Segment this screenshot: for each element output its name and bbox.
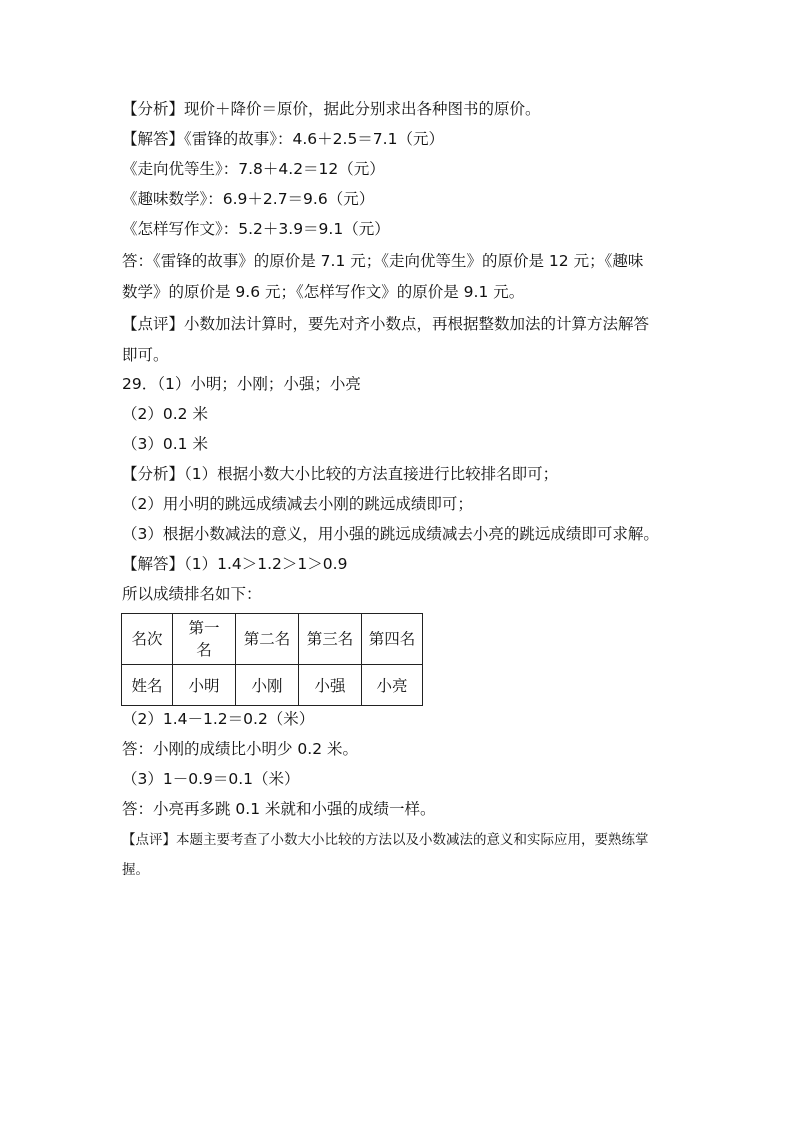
line-conclusion-3: 答：小刚的成绩比小明少 0.2 米。 [122, 740, 359, 758]
table-header-cell: 第二名 [236, 614, 299, 665]
table-row [122, 614, 423, 665]
line-solution-3: （3）1－0.9＝0.1（米） [122, 770, 300, 788]
line-analysis-2: 【分析】（1）根据小数大小比较的方法直接进行比较排名即可； [122, 465, 559, 483]
line-q29: 29．（1）小明；小刚；小强；小亮 [122, 375, 361, 393]
table-header-cell: 第三名 [299, 614, 362, 665]
line-solution-1: 【解答】（1）1.4＞1.2＞1＞0.9 [122, 555, 348, 573]
line-analysis-1: 【分析】现价＋降价＝原价，据此分别求出各种图书的原价。 [122, 100, 541, 118]
line-answer-4: 《怎样写作文》：5.2＋3.9＝9.1（元） [122, 220, 390, 238]
table-cell: 小刚 [236, 665, 299, 706]
table-header-cell: 第四名 [362, 614, 423, 665]
line-comment-1: 【点评】小数加法计算时，要先对齐小数点，再根据整数加法的计算方法解答 [122, 315, 650, 333]
ranking-table [121, 613, 423, 706]
table-row [122, 665, 423, 706]
table-cell: 姓名 [122, 665, 173, 706]
line-q29-2: （2）0.2 米 [122, 405, 208, 423]
table-header-cell [173, 614, 236, 665]
line-q29-3: （3）0.1 米 [122, 435, 208, 453]
line-answer-3: 《趣味数学》：6.9＋2.7＝9.6（元） [122, 190, 375, 208]
line-comment-3: 【点评】本题主要考查了小数大小比较的方法以及小数减法的意义和实际应用，要熟练掌 [122, 832, 649, 848]
header-first-part: 名 [196, 641, 212, 659]
table-cell: 小明 [173, 665, 236, 706]
line-solution-2: （2）1.4－1.2＝0.2（米） [122, 710, 315, 728]
line-comment-2: 即可。 [122, 346, 169, 364]
line-conclusion-2: 数学》的原价是 9.6 元；《怎样写作文》的原价是 9.1 元。 [122, 283, 525, 301]
table-cell: 小强 [299, 665, 362, 706]
line-answer-2: 《走向优等生》：7.8＋4.2＝12（元） [122, 160, 385, 178]
line-answer-1: 【解答】《雷锋的故事》：4.6＋2.5＝7.1（元） [122, 130, 444, 148]
line-analysis-3: （2）用小明的跳远成绩减去小刚的跳远成绩即可； [122, 495, 473, 513]
table-header-cell: 名次 [122, 614, 173, 665]
line-comment-4: 握。 [122, 862, 149, 878]
header-first-part: 第一 [188, 619, 220, 637]
line-conclusion-1: 答：《雷锋的故事》的原价是 7.1 元；《走向优等生》的原价是 12 元；《趣味 [122, 252, 644, 270]
line-conclusion-4: 答：小亮再多跳 0.1 米就和小强的成绩一样。 [122, 800, 436, 818]
line-ranking-intro: 所以成绩排名如下： [122, 585, 262, 603]
line-analysis-4: （3）根据小数减法的意义，用小强的跳远成绩减去小亮的跳远成绩即可求解。 [122, 525, 659, 543]
table-cell: 小亮 [362, 665, 423, 706]
